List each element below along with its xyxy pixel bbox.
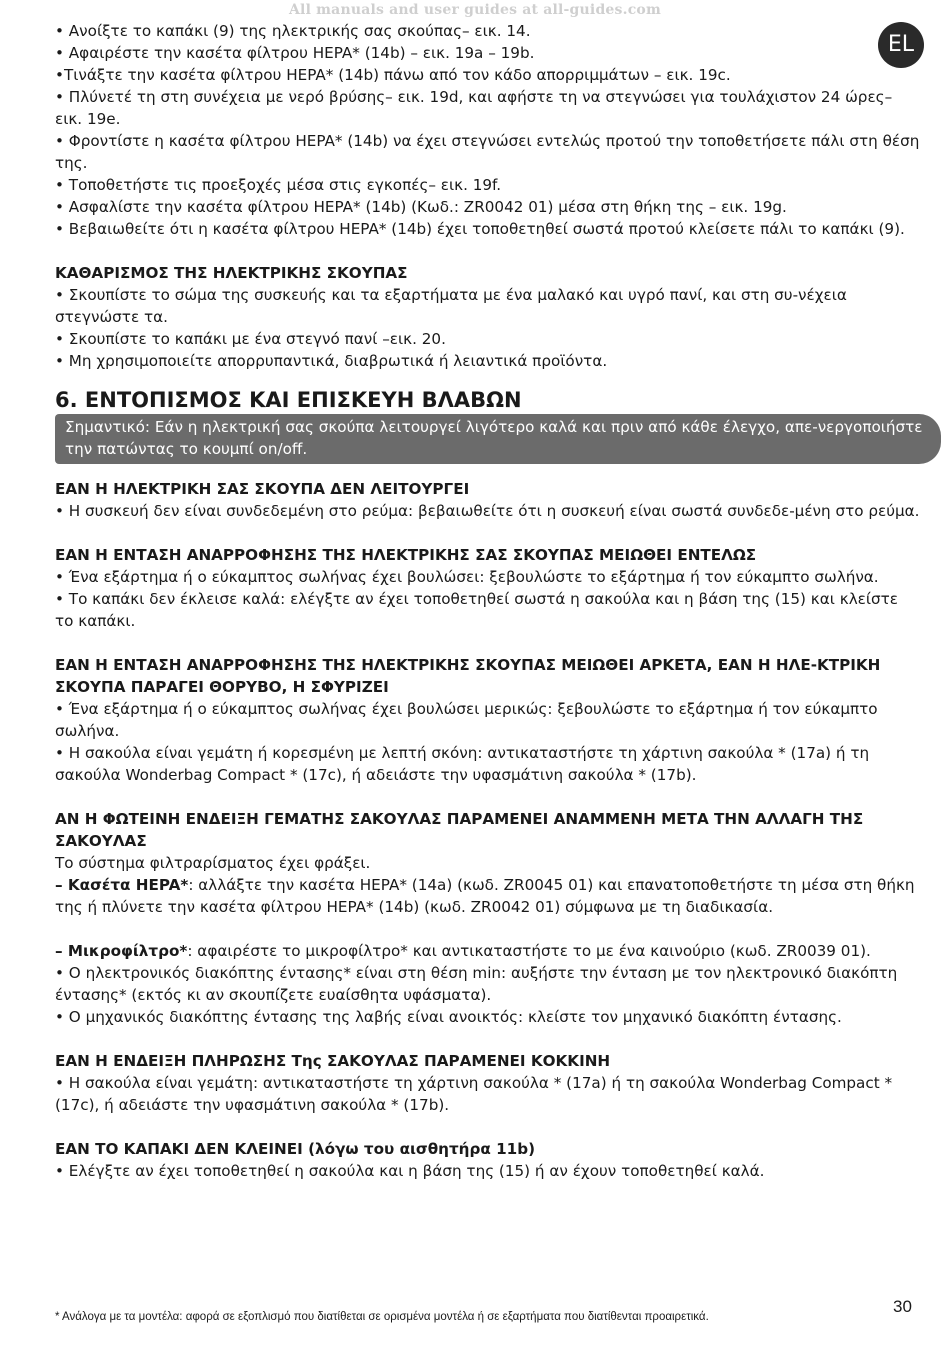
footnote: * Ανάλογα με τα μοντέλα: αφορά σε εξοπλισμό που διατίθεται σε ορισμένα μοντέλα ή σε εξαρτήματα που διατίθενται προαιρετικά. [55, 1311, 709, 1323]
language-badge: EL [878, 22, 924, 68]
list-item: • Ένα εξάρτημα ή ο εύκαμπτος σωλήνας έχει βουλώσει μερικώς: ξεβουλώστε το εξάρτημα ή τον εύκαμπτο σωλήνα. [55, 700, 878, 740]
hepa-text: : αλλάξτε την κασέτα HEPA* (14a) (κωδ. ZR0045 01) και επανατοποθετήστε τη μέσα στη θήκη της ή πλύνετε την κασέτα φίλτρου HEPA* (14b) (κωδ. ZR0042 01) σύμφωνα με τη διαδικασία. [55, 876, 915, 916]
list-item: • Πλύνετέ τη στη συνέχεια με νερό βρύσης– εικ. 19d, και αφήστε τη να στεγνώσει για τουλάχιστον 24 ώρες– εικ. 19e. [55, 88, 893, 128]
list-item: • Σκουπίστε το σώμα της συσκευής και τα εξαρτήματα με ένα μαλακό και υγρό πανί, και στη συ-νέχεια στεγνώστε τα. [55, 286, 847, 326]
microfilter-label: – Μικροφίλτρο* [55, 942, 188, 960]
list-item: • Ανοίξτε το καπάκι (9) της ηλεκτρικής σας σκούπας– εικ. 14. [55, 22, 531, 40]
section-heading-full-bag-light: ΑΝ Η ΦΩΤΕΙΝΗ ΕΝΔΕΙΞΗ ΓΕΜΑΤΗΣ ΣΑΚΟΥΛΑΣ ΠΑΡΑΜΕΝΕΙ ΑΝΑΜΜΕΝΗ ΜΕΤΑ ΤΗΝ ΑΛΛΑΓΗ ΤΗΣ ΣΑΚΟΥΛΑΣ [55, 810, 864, 850]
section-heading-lid-not-closing: ΕΑΝ ΤΟ ΚΑΠΑΚΙ ΔΕΝ ΚΛΕΙΝΕΙ (λόγω του αισθητήρα 11b) [55, 1140, 536, 1158]
list-item: • Ο ηλεκτρονικός διακόπτης έντασης* είναι στη θέση min: αυξήστε την ένταση με τον ηλεκτρονικό διακόπτη έντασης* (εκτός κι αν σκουπίζετε ευαίσθητα υφάσματα). [55, 964, 898, 1004]
list-item: • Τοποθετήστε τις προεξοχές μέσα στις εγκοπές– εικ. 19f. [55, 176, 502, 194]
page-content [55, 20, 921, 1182]
section-heading-not-working: ΕΑΝ Η ΗΛΕΚΤΡΙΚΗ ΣΑΣ ΣΚΟΥΠΑ ΔΕΝ ΛΕΙΤΟΥΡΓΕΙ [55, 480, 470, 498]
important-notice: Σημαντικό: Εάν η ηλεκτρική σας σκούπα λειτουργεί λιγότερο καλά και πριν από κάθε έλεγχο, απε-νεργοποιήστε την πατώντας το κουμπί on/off. [55, 414, 941, 464]
list-item: • Ασφαλίστε την κασέτα φίλτρου HEPA* (14b) (Κωδ.: ZR0042 01) μέσα στη θήκη της – εικ. 19g. [55, 198, 787, 216]
list-item: • Η σακούλα είναι γεμάτη ή κορεσμένη με λεπτή σκόνη: αντικαταστήστε τη χάρτινη σακούλα * (17a) ή τη σακούλα Wonderbag Compact * (17c), ή αδειάστε την υφασμάτινη σακούλα * (17b). [55, 744, 870, 784]
list-item: • Ο μηχανικός διακόπτης έντασης της λαβής είναι ανοικτός: κλείστε τον μηχανικό διακόπτη έντασης. [55, 1008, 842, 1026]
chapter-title: 6. ΕΝΤΟΠΙΣΜΟΣ ΚΑΙ ΕΠΙΣΚΕΥΗ ΒΛΑΒΩΝ [55, 388, 522, 412]
section-heading-suction-reduced-noise: ΕΑΝ Η ΕΝΤΑΣΗ ΑΝΑΡΡΟΦΗΣΗΣ ΤΗΣ ΗΛΕΚΤΡΙΚΗΣ ΣΚΟΥΠΑΣ ΜΕΙΩΘΕΙ ΑΡΚΕΤΑ, ΕΑΝ Η ΗΛΕ-ΚΤΡΙΚΗ ΣΚΟΥΠΑ ΠΑΡΑΓΕΙ ΘΟΡΥΒΟ, Η ΣΦΥΡΙΖΕΙ [55, 656, 881, 696]
page-number: 30 [893, 1297, 912, 1316]
list-item: • Αφαιρέστε την κασέτα φίλτρου HEPA* (14b) – εικ. 19a – 19b. [55, 44, 535, 62]
list-item: • Βεβαιωθείτε ότι η κασέτα φίλτρου HEPA* (14b) έχει τοποθετηθεί σωστά προτού κλείσετε πάλι το καπάκι (9). [55, 220, 905, 238]
list-item: • Μη χρησιμοποιείτε απορρυπαντικά, διαβρωτικά ή λειαντικά προϊόντα. [55, 352, 608, 370]
list-item: • Η συσκευή δεν είναι συνδεδεμένη στο ρεύμα: βεβαιωθείτε ότι η συσκευή είναι σωστά συνδεδε-μένη στο ρεύμα. [55, 502, 920, 520]
list-item: • Ελέγξτε αν έχει τοποθετηθεί η σακούλα και η βάση της (15) ή αν έχουν τοποθετηθεί καλά. [55, 1162, 765, 1180]
list-item: •Τινάξτε την κασέτα φίλτρου HEPA* (14b) πάνω από τον κάδο απορριμμάτων – εικ. 19c. [55, 66, 731, 84]
watermark: All manuals and user guides at all-guides.com [289, 2, 661, 18]
hepa-instruction [55, 874, 921, 918]
microfilter-text: : αφαιρέστε το μικροφίλτρο* και αντικαταστήστε το με ένα καινούριο (κωδ. ZR0039 01). [187, 942, 871, 960]
list-item: • Η σακούλα είναι γεμάτη: αντικαταστήστε τη χάρτινη σακούλα * (17a) ή τη σακούλα Wonderbag Compact * (17c), ή αδειάστε την υφασμάτινη σακούλα * (17b). [55, 1074, 893, 1114]
section-intro: Το σύστημα φιλτραρίσματος έχει φράξει. [55, 854, 371, 872]
intro-steps [55, 20, 921, 240]
cleaning-heading: ΚΑΘΑΡΙΣΜΟΣ ΤΗΣ ΗΛΕΚΤΡΙΚΗΣ ΣΚΟΥΠΑΣ [55, 264, 408, 282]
microfilter-instruction [55, 940, 921, 962]
section-heading-red-indicator: ΕΑΝ Η ΕΝΔΕΙΞΗ ΠΛΗΡΩΣΗΣ Της ΣΑΚΟΥΛΑΣ ΠΑΡΑΜΕΝΕΙ ΚΟΚΚΙΝΗ [55, 1052, 611, 1070]
section-heading-suction-fully-reduced: ΕΑΝ Η ΕΝΤΑΣΗ ΑΝΑΡΡΟΦΗΣΗΣ ΤΗΣ ΗΛΕΚΤΡΙΚΗΣ ΣΑΣ ΣΚΟΥΠΑΣ ΜΕΙΩΘΕΙ ΕΝΤΕΛΩΣ [55, 546, 757, 564]
list-item: • Φροντίστε η κασέτα φίλτρου HEPA* (14b) να έχει στεγνώσει εντελώς προτού την τοποθετήσετε πάλι στη θέση της. [55, 132, 920, 172]
list-item: • Το καπάκι δεν έκλεισε καλά: ελέγξτε αν έχει τοποθετηθεί σωστά η σακούλα και η βάση της (15) και κλείστε το καπάκι. [55, 590, 899, 630]
hepa-label: – Κασέτα HEPA* [55, 876, 189, 894]
list-item: • Ένα εξάρτημα ή ο εύκαμπτος σωλήνας έχει βουλώσει: ξεβουλώστε το εξάρτημα ή τον εύκαμπτο σωλήνα. [55, 568, 879, 586]
list-item: • Σκουπίστε το καπάκι με ένα στεγνό πανί –εικ. 20. [55, 330, 446, 348]
